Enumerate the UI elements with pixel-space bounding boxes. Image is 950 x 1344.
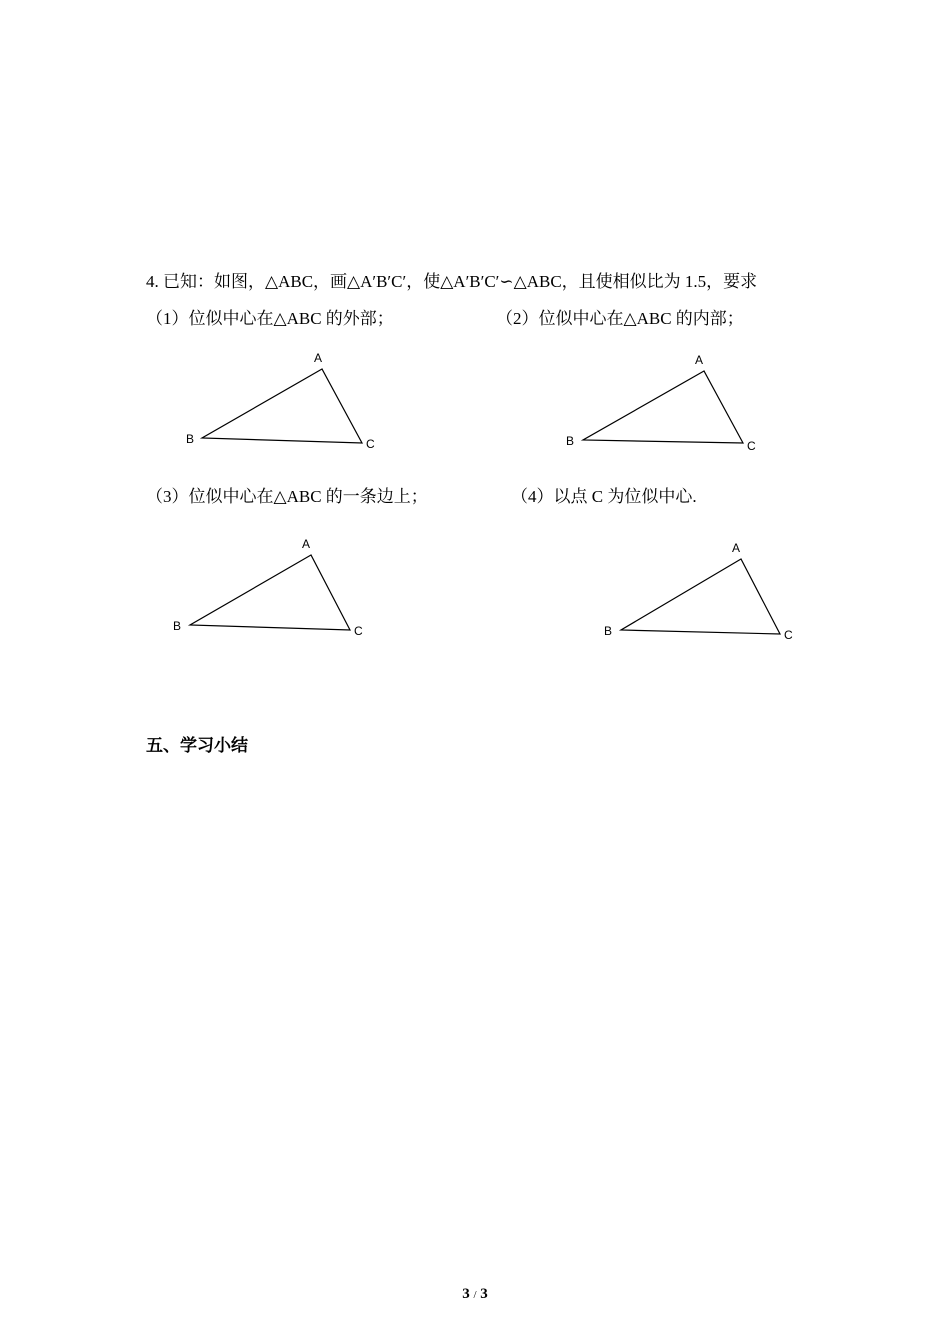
part-4-label: （4）以点 C 为位似中心. <box>511 487 697 506</box>
vertex-label-a: A <box>302 537 311 551</box>
triangle-outline <box>583 371 743 443</box>
vertex-label-b: B <box>186 432 195 446</box>
vertex-label-b: B <box>604 624 613 638</box>
vertex-label-b: B <box>566 434 575 448</box>
triangle-figure-3 <box>168 531 378 641</box>
page-current: 3 <box>462 1286 470 1302</box>
part-3-label: （3）位似中心在△ABC 的一条边上； <box>146 487 428 506</box>
triangle-figure-4 <box>600 535 810 645</box>
vertex-label-c: C <box>366 437 375 451</box>
vertex-label-c: C <box>784 628 793 642</box>
triangle-outline <box>190 555 350 630</box>
vertex-label-a: A <box>314 351 323 365</box>
vertex-label-b: B <box>173 619 182 633</box>
page-total: 3 <box>480 1286 488 1302</box>
triangle-outline <box>621 559 780 634</box>
vertex-label-c: C <box>747 439 756 453</box>
part-1-label: （1）位似中心在△ABC 的外部； <box>146 309 394 328</box>
vertex-label-a: A <box>695 353 704 367</box>
triangle-outline <box>202 369 362 443</box>
vertex-label-a: A <box>732 541 741 555</box>
question-4-text: 4. 已知：如图，△ABC，画△A′B′C′，使△A′B′C′∽△ABC，且使相似比为 1.5，要求 <box>146 272 758 291</box>
part-2-label: （2）位似中心在△ABC 的内部； <box>496 309 744 328</box>
page-number <box>0 1286 950 1303</box>
page-separator: / <box>473 1289 477 1301</box>
triangle-figure-2 <box>561 347 771 457</box>
section-title: 五、学习小结 <box>146 736 248 756</box>
vertex-label-c: C <box>354 624 363 638</box>
triangle-figure-1 <box>180 345 390 455</box>
